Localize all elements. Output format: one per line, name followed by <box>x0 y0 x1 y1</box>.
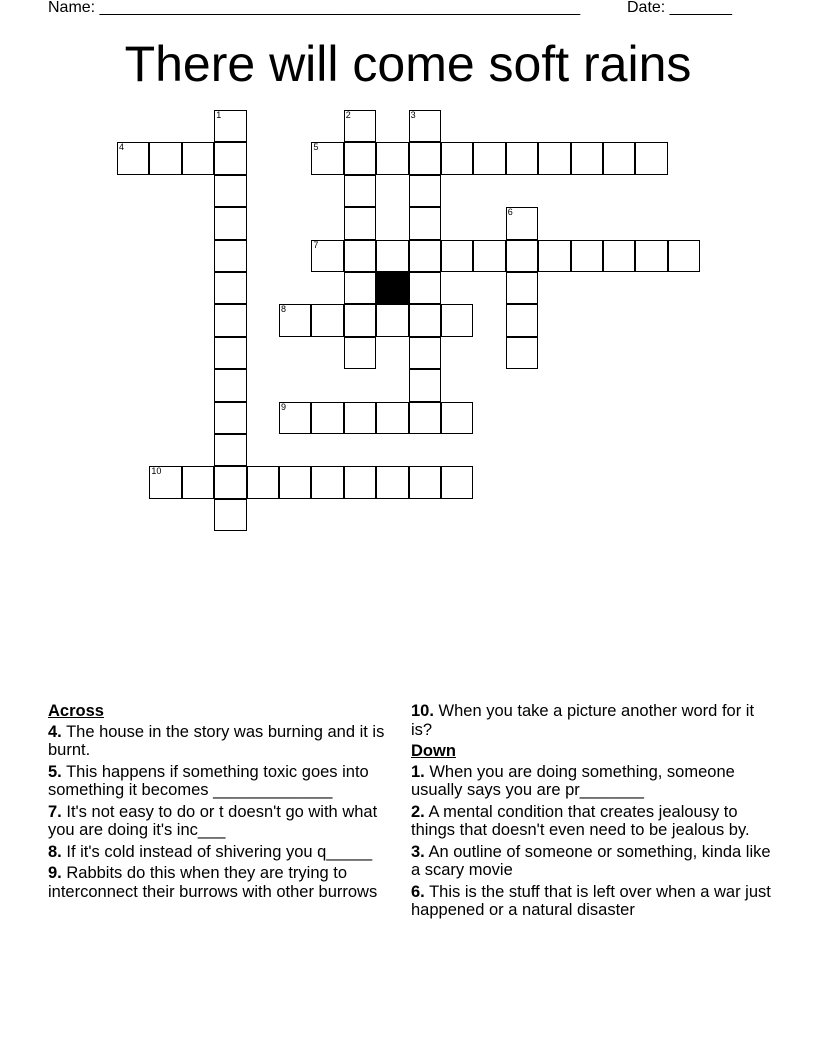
clue-number: 9. <box>48 864 62 882</box>
date-field[interactable]: Date: _______ <box>627 0 732 16</box>
grid-cell[interactable] <box>311 142 343 174</box>
clue-across-9 <box>48 864 408 901</box>
grid-cell[interactable] <box>635 240 667 272</box>
grid-cell[interactable] <box>603 240 635 272</box>
clue-text: An outline of someone or something, kinda like a scary movie <box>411 842 771 879</box>
grid-cell[interactable] <box>409 142 441 174</box>
black-square <box>376 272 408 304</box>
grid-cell[interactable] <box>344 402 376 434</box>
clue-number: 6. <box>411 882 425 901</box>
grid-cell[interactable] <box>571 240 603 272</box>
grid-cell[interactable] <box>344 142 376 174</box>
grid-cell[interactable] <box>117 142 149 174</box>
clue-number-label: 4 <box>119 142 125 153</box>
grid-cell[interactable] <box>506 304 538 336</box>
clue-down-1 <box>411 763 771 800</box>
grid-cell[interactable] <box>409 402 441 434</box>
clue-number: 1. <box>411 762 425 781</box>
clue-number-label: 5 <box>313 142 319 153</box>
grid-cell[interactable] <box>506 272 538 304</box>
clue-text: It's not easy to do or t doesn't go with what you are doing it's inc___ <box>48 802 378 839</box>
clue-number-label: 3 <box>410 110 416 120</box>
clue-number: 10. <box>411 702 434 720</box>
grid-cell[interactable] <box>214 207 246 239</box>
grid-cell[interactable] <box>376 240 408 272</box>
grid-cell[interactable] <box>214 402 246 434</box>
grid-cell[interactable] <box>214 499 246 531</box>
grid-cell[interactable] <box>247 466 279 498</box>
name-field[interactable]: Name: ______________________________________________________ <box>48 0 581 16</box>
grid-cell[interactable] <box>376 142 408 174</box>
clue-number-label: 6 <box>507 207 513 218</box>
grid-cell[interactable] <box>506 207 538 239</box>
clue-down-3 <box>411 843 771 880</box>
clue-across-10 <box>411 702 771 739</box>
grid-cell[interactable] <box>409 272 441 304</box>
grid-cell[interactable] <box>344 175 376 207</box>
across-heading: Across <box>48 702 104 720</box>
grid-cell[interactable] <box>344 240 376 272</box>
grid-cell[interactable] <box>214 142 246 174</box>
grid-cell[interactable] <box>311 466 343 498</box>
clue-number-label: 10 <box>151 466 162 477</box>
clue-text: The house in the story was burning and it is burnt. <box>48 722 385 759</box>
clue-number: 2. <box>411 802 425 821</box>
clues-column-left <box>48 702 408 904</box>
grid-cell[interactable] <box>279 304 311 336</box>
grid-cell[interactable] <box>409 369 441 401</box>
grid-cell[interactable] <box>409 207 441 239</box>
grid-cell[interactable] <box>538 142 570 174</box>
clue-down-6 <box>411 883 771 920</box>
clue-text: A mental condition that creates jealousy to things that doesn't even need to be jealous by. <box>411 802 750 839</box>
grid-cell[interactable] <box>473 240 505 272</box>
grid-cell[interactable] <box>409 466 441 498</box>
grid-cell[interactable] <box>409 175 441 207</box>
clue-number-label: 2 <box>345 110 351 120</box>
clue-number: 3. <box>411 842 425 861</box>
grid-cell[interactable] <box>214 272 246 304</box>
clue-across-8 <box>48 843 408 862</box>
grid-cell[interactable] <box>668 240 700 272</box>
grid-cell[interactable] <box>603 142 635 174</box>
clue-number-label: 9 <box>281 401 287 412</box>
grid-cell[interactable] <box>182 466 214 498</box>
clue-across-7 <box>48 803 408 840</box>
grid-cell[interactable] <box>214 337 246 369</box>
grid-cell[interactable] <box>441 240 473 272</box>
grid-cell[interactable] <box>214 304 246 336</box>
grid-cell[interactable] <box>441 402 473 434</box>
clue-text: Rabbits do this when they are trying to interconnect their burrows with other burrows <box>48 864 378 901</box>
clue-number-label: 7 <box>313 239 319 250</box>
grid-cell[interactable] <box>344 466 376 498</box>
grid-cell[interactable] <box>506 240 538 272</box>
grid-cell[interactable] <box>538 240 570 272</box>
grid-cell[interactable] <box>214 369 246 401</box>
clue-down-2 <box>411 803 771 840</box>
grid-cell[interactable] <box>279 466 311 498</box>
clue-number: 8. <box>48 842 62 861</box>
grid-cell[interactable] <box>344 272 376 304</box>
grid-cell[interactable] <box>311 402 343 434</box>
grid-cell[interactable] <box>149 142 181 174</box>
grid-cell[interactable] <box>473 142 505 174</box>
down-heading: Down <box>411 742 456 760</box>
grid-cell[interactable] <box>214 466 246 498</box>
grid-cell[interactable] <box>571 142 603 174</box>
grid-cell[interactable] <box>344 110 376 142</box>
grid-cell[interactable] <box>344 304 376 336</box>
grid-cell[interactable] <box>409 304 441 336</box>
grid-cell[interactable] <box>376 402 408 434</box>
grid-cell[interactable] <box>214 175 246 207</box>
grid-cell[interactable] <box>376 466 408 498</box>
grid-cell[interactable] <box>409 337 441 369</box>
page-title: There will come soft rains <box>124 36 692 92</box>
clue-text: This happens if something toxic goes into something it becomes _____________ <box>48 762 369 799</box>
grid-cell[interactable] <box>635 142 667 174</box>
clue-number: 5. <box>48 762 62 781</box>
grid-cell[interactable] <box>409 110 441 142</box>
grid-cell[interactable] <box>311 304 343 336</box>
clue-number-label: 1 <box>216 110 222 120</box>
grid-cell[interactable] <box>344 337 376 369</box>
grid-cell[interactable] <box>376 304 408 336</box>
clue-text: This is the stuff that is left over when a war just happened or a natural disaster <box>411 882 771 919</box>
grid-cell[interactable] <box>214 434 246 466</box>
clue-number: 7. <box>48 802 62 821</box>
clue-across-5 <box>48 763 408 800</box>
clue-number: 4. <box>48 722 62 741</box>
grid-cell[interactable] <box>344 207 376 239</box>
grid-cell[interactable] <box>441 304 473 336</box>
grid-cell[interactable] <box>506 142 538 174</box>
clue-text: When you are doing something, someone usually says you are pr_______ <box>411 762 735 799</box>
grid-cell[interactable] <box>506 337 538 369</box>
clue-text: When you take a picture another word for it is? <box>411 702 755 739</box>
grid-cell[interactable] <box>182 142 214 174</box>
grid-cell[interactable] <box>214 110 246 142</box>
clue-text: If it's cold instead of shivering you q_____ <box>66 842 373 861</box>
grid-cell[interactable] <box>441 466 473 498</box>
clues-column-right <box>411 702 771 923</box>
clue-across-4 <box>48 723 408 760</box>
grid-cell[interactable] <box>311 240 343 272</box>
grid-cell[interactable] <box>214 240 246 272</box>
grid-cell[interactable] <box>149 466 181 498</box>
clue-number-label: 8 <box>281 304 287 315</box>
grid-cell[interactable] <box>441 142 473 174</box>
grid-cell[interactable] <box>409 240 441 272</box>
grid-cell[interactable] <box>279 402 311 434</box>
